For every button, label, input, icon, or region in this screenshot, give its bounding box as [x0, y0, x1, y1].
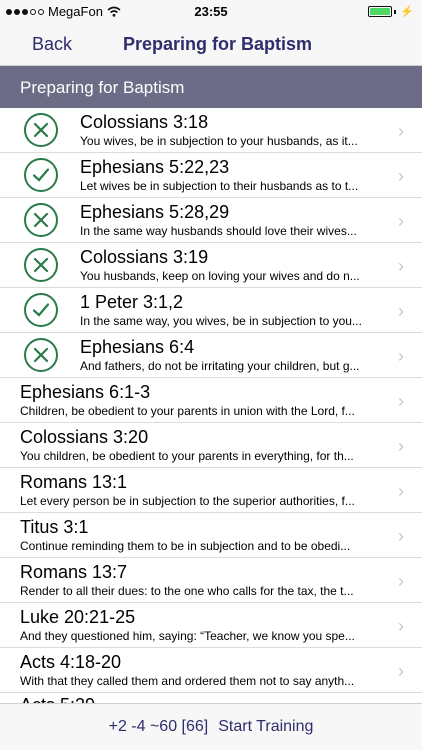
verse-snippet: You husbands, keep on loving your wives and do n...: [80, 269, 360, 283]
verse-reference: Colossians 3:18: [80, 112, 209, 132]
chevron-right-icon: ›: [398, 391, 404, 411]
chevron-right-icon: ›: [398, 436, 404, 456]
bottom-toolbar: [0, 703, 422, 750]
list-item[interactable]: [0, 243, 422, 288]
battery-icon: [368, 5, 414, 18]
verse-reference: Romans 13:7: [20, 562, 128, 582]
checkmark-circle-icon: [24, 293, 58, 327]
verse-reference: Acts 4:18-20: [20, 652, 122, 672]
verse-snippet: And fathers, do not be irritating your children, but g...: [80, 359, 360, 373]
start-training-button[interactable]: Start Training: [218, 718, 314, 735]
list-item[interactable]: [0, 153, 422, 198]
verse-reference: Colossians 3:19: [80, 247, 209, 267]
verse-snippet: Let wives be in subjection to their husbands as to t...: [80, 179, 359, 193]
navigation-bar: [0, 22, 422, 66]
verse-snippet: Children, be obedient to your parents in union with the Lord, f...: [20, 404, 355, 418]
verse-snippet: Continue reminding them to be in subjection and to be obedi...: [20, 539, 351, 553]
chevron-right-icon: ›: [398, 661, 404, 681]
verse-reference: Ephesians 5:22,23: [80, 157, 230, 177]
chevron-right-icon: ›: [398, 346, 404, 366]
cross-circle-icon: [24, 248, 58, 282]
chevron-right-icon: ›: [398, 166, 404, 186]
clock: 23:55: [194, 4, 228, 19]
list-item[interactable]: [0, 603, 422, 648]
verse-reference: Ephesians 5:28,29: [80, 202, 230, 222]
list-item[interactable]: [0, 558, 422, 603]
checkmark-circle-icon: [24, 158, 58, 192]
verse-reference: Ephesians 6:1-3: [20, 382, 151, 402]
chevron-right-icon: ›: [398, 301, 404, 321]
list-item[interactable]: [0, 198, 422, 243]
section-header: Preparing for Baptism: [0, 66, 422, 108]
status-bar: [0, 0, 422, 22]
verse-snippet: In the same way husbands should love their wives...: [80, 224, 357, 238]
chevron-right-icon: ›: [398, 256, 404, 276]
back-button[interactable]: Back: [32, 34, 73, 54]
list-item[interactable]: [0, 648, 422, 693]
list-item[interactable]: [0, 108, 422, 153]
verse-reference: Romans 13:1: [20, 472, 128, 492]
verse-reference: Titus 3:1: [20, 517, 89, 537]
list-item[interactable]: [0, 288, 422, 333]
chevron-right-icon: ›: [398, 616, 404, 636]
chevron-right-icon: ›: [398, 121, 404, 141]
list-item[interactable]: [0, 423, 422, 468]
verse-snippet: With that they called them and ordered them not to say anyth...: [20, 674, 355, 688]
verse-list[interactable]: [0, 108, 422, 703]
chevron-right-icon: ›: [398, 481, 404, 501]
list-item[interactable]: [0, 378, 422, 423]
list-item[interactable]: [0, 513, 422, 558]
list-item[interactable]: [0, 333, 422, 378]
charging-icon: ⚡: [400, 6, 414, 18]
chevron-right-icon: ›: [398, 211, 404, 231]
cross-circle-icon: [24, 203, 58, 237]
carrier-name: MegaFon: [48, 4, 103, 19]
verse-reference: Colossians 3:20: [20, 427, 149, 447]
cross-circle-icon: [24, 113, 58, 147]
chevron-right-icon: ›: [398, 526, 404, 546]
verse-snippet: You wives, be in subjection to your husbands, as it...: [80, 134, 358, 148]
verse-reference: Ephesians 6:4: [80, 337, 195, 357]
verse-reference: Luke 20:21-25: [20, 607, 136, 627]
cross-circle-icon: [24, 338, 58, 372]
list-item[interactable]: [0, 468, 422, 513]
verse-snippet: You children, be obedient to your parents in everything, for th...: [20, 449, 354, 463]
verse-snippet: In the same way, you wives, be in subjection to you...: [80, 314, 362, 328]
page-title: Preparing for Baptism: [123, 34, 313, 54]
training-stats: +2 -4 ~60 [66]: [108, 718, 209, 735]
verse-snippet: And they questioned him, saying: “Teacher, we know you spe...: [20, 629, 355, 643]
chevron-right-icon: ›: [398, 571, 404, 591]
verse-reference: 1 Peter 3:1,2: [80, 292, 184, 312]
verse-snippet: Render to all their dues: to the one who calls for the tax, the t...: [20, 584, 354, 598]
verse-snippet: Let every person be in subjection to the superior authorities, f...: [20, 494, 355, 508]
